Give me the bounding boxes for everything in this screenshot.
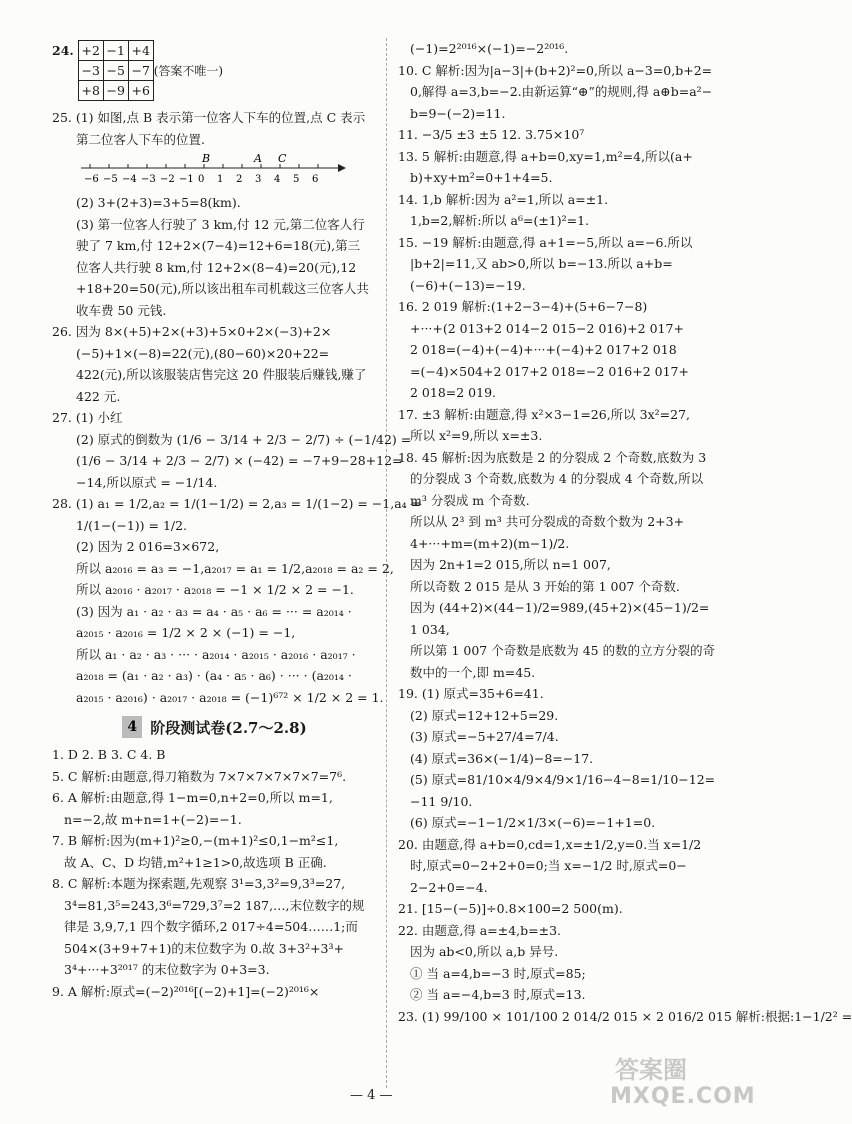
- answer-line: 的分裂成 3 个奇数,底数为 4 的分裂成 4 个奇数,所以: [410, 471, 704, 486]
- section-title: 阶段测试卷(2.7～2.8): [150, 718, 307, 737]
- answer-line: (2) 3+(2+3)=3+5=8(km).: [76, 195, 241, 210]
- answer-line: (2) 原式=12+12+5=29.: [410, 707, 559, 723]
- tick-label: 3: [255, 174, 262, 185]
- grid-cell: +6: [128, 81, 153, 101]
- answer-line: ② 当 a=−4,b=3 时,原式=13.: [410, 987, 586, 1002]
- answer-line: =(−4)×504+2 017+2 018=−2 016+2 017+: [410, 363, 689, 379]
- answer-line: (2) 原式的倒数为 (1/6 − 3/14 + 2/3 − 2/7) ÷ (−1/42) =: [76, 431, 412, 447]
- question-28: [52, 493, 422, 708]
- answer-line: 位客人共行驶 8 km,付 12+2×(8−4)=20(元),12: [76, 259, 357, 275]
- answer-line: a₂₀₁₅ · a₂₀₁₆) · a₂₀₁₇ · a₂₀₁₈ = (−1)⁶⁷² × 1/2 × 2 = 1.: [76, 689, 384, 705]
- answer-line: 2 018=(−4)+(−4)+···+(−4)+2 017+2 018: [410, 342, 677, 357]
- answer-line: 20. 由题意,得 a+b=0,cd=1,x=±1/2,y=0.当 x=1/2: [398, 836, 702, 852]
- right-column: [398, 38, 852, 1027]
- answer-line: 4+···+m=(m+2)(m−1)/2.: [410, 535, 570, 551]
- answer-line: 2 018=2 019.: [410, 385, 497, 400]
- answer-line: 时,原式=0−2+2+0=0;当 x=−1/2 时,原式=0−: [410, 858, 687, 873]
- answer-line: b=9−(−2)=11.: [410, 105, 506, 121]
- grid-cell: +4: [128, 41, 153, 61]
- answer-line: 9. A 解析:原式=(−2)²⁰¹⁶[(−2)+1]=(−2)²⁰¹⁶×: [52, 983, 320, 999]
- answer-line: 18. 45 解析:因为底数是 2 的分裂成 2 个奇数,底数为 3: [398, 449, 707, 465]
- answer-line: (−6)+(−13)=−19.: [410, 277, 526, 293]
- answer-line: 23. (1) 99/100 × 101/100 2 014/2 015 × 2 016/2 015 解析:根据:1−1/2² =: [398, 1008, 852, 1024]
- answer-line: 所以 a₂₀₁₆ · a₂₀₁₇ · a₂₀₁₈ = −1 × 1/2 × 2 = −1.: [76, 582, 354, 597]
- answer-line: |b+2|=11,又 ab>0,所以 b=−13.所以 a+b=: [410, 256, 673, 271]
- answer-line: 19. (1) 原式=35+6=41.: [398, 686, 544, 701]
- answer-line: 驶了 7 km,付 12+2×(7−4)=12+6=18(元),第三: [76, 238, 361, 253]
- number-line: [76, 150, 377, 192]
- answer-line: 10. C 解析:因为|a−3|+(b+2)²=0,所以 a−3=0,b+2=: [398, 62, 713, 78]
- grid-cell: +2: [78, 41, 103, 61]
- point-label-c: C: [278, 152, 287, 165]
- answer-line: 8. C 解析:本题为探索题,先观察 3¹=3,3²=9,3³=27,: [52, 876, 346, 891]
- answer-line: 所以 a₁ · a₂ · a₃ · ··· · a₂₀₁₄ · a₂₀₁₅ · a₂₀₁₆ · a₂₀₁₇ ·: [76, 646, 356, 662]
- question-25: [52, 107, 377, 321]
- watermark-url: MXQE.COM: [610, 1084, 756, 1109]
- answer-line: 3⁴+···+3²⁰¹⁷ 的末位数字为 0+3=3.: [64, 962, 270, 977]
- answer-line: 25. (1) 如图,点 B 表示第一位客人下车的位置,点 C 表示: [52, 110, 366, 125]
- answer-line: 0,解得 a=3,b=−2.由新运算“⊕”的规则,得 a⊕b=a²−: [410, 84, 713, 99]
- question-27: [52, 407, 412, 493]
- answer-line: (1/6 − 3/14 + 2/3 − 2/7) × (−42) = −7+9−28+12=: [76, 453, 403, 468]
- answer-line: ① 当 a=4,b=−3 时,原式=85;: [410, 965, 586, 981]
- answer-line: (3) 原式=−5+27/4=7/4.: [410, 729, 559, 744]
- answer-line: 所以 x²=9,所以 x=±3.: [410, 428, 543, 443]
- answer-line: 1 034,: [410, 621, 450, 637]
- answer-line: 22. 由题意,得 a=±4,b=±3.: [398, 922, 562, 938]
- answer-line: (4) 原式=36×(−1/4)−8=−17.: [410, 750, 594, 766]
- arrow-head-icon: [338, 164, 346, 172]
- answer-line: n=−2,故 m+n=1+(−2)=−1.: [64, 811, 242, 827]
- tick-label: −6: [84, 174, 99, 185]
- answer-line: 所以第 1 007 个奇数是底数为 45 的数的立方分裂的奇: [410, 643, 716, 658]
- tick-label: −5: [103, 174, 118, 185]
- answer-line: 27. (1) 小红: [52, 410, 123, 425]
- answer-line: 1. D 2. B 3. C 4. B: [52, 747, 166, 762]
- answer-line: 422(元),所以该服装店售完这 20 件服装后赚钱,赚了: [76, 367, 367, 382]
- page-number: — 4 —: [350, 1088, 393, 1103]
- answer-line: 14. 1,b 解析:因为 a²=1,所以 a=±1.: [398, 191, 609, 207]
- answer-line: 17. ±3 解析:由题意,得 x²×3−1=26,所以 3x²=27,: [398, 406, 691, 422]
- tick-label: −1: [179, 174, 194, 185]
- answer-line: 28. (1) a₁ = 1/2,a₂ = 1/(1−1/2) = 2,a₃ = 1/(1−2) = −1,a₄ =: [52, 496, 422, 511]
- answer-line: +···+(2 013+2 014−2 015−2 016)+2 017+: [410, 320, 684, 336]
- answer-line: (6) 原式=−1−1/2×1/3×(−6)=−1+1=0.: [410, 815, 656, 830]
- answer-line: 所以奇数 2 015 是从 3 开始的第 1 007 个奇数.: [410, 578, 680, 594]
- tick-label: 1: [217, 174, 224, 185]
- answer-line: 7. B 解析:因为(m+1)²≥0,−(m+1)²≤0,1−m²≤1,: [52, 833, 339, 848]
- answer-line: −14,所以原式 = −1/14.: [76, 474, 218, 490]
- answer-line: 422 元.: [76, 388, 121, 404]
- answer-line: b)+xy+m²=0+1+4=5.: [410, 170, 553, 185]
- answer-line: 21. [15−(−5)]÷0.8×100=2 500(m).: [398, 901, 623, 916]
- tick-label: 0: [198, 174, 205, 185]
- answer-line: a₂₀₁₅ · a₂₀₁₆ = 1/2 × 2 × (−1) = −1,: [76, 625, 296, 640]
- section-header: [52, 716, 377, 738]
- question-24: [52, 40, 377, 101]
- answer-line: 1/(1−(−1)) = 1/2.: [76, 517, 188, 533]
- answer-line: 11. −3/5 ±3 ±5 12. 3.75×10⁷: [398, 127, 585, 142]
- answer-line: (2) 因为 2 016=3×672,: [76, 539, 220, 554]
- grid-cell: −1: [103, 41, 128, 61]
- answer-line: (−1)=2²⁰¹⁶×(−1)=−2²⁰¹⁶.: [410, 41, 569, 56]
- answer-line: (3) 因为 a₁ · a₂ · a₃ = a₄ · a₅ · a₆ = ··· = a₂₀₁₄ ·: [76, 603, 352, 619]
- grid-cell: −7: [128, 61, 153, 81]
- answer-list: [52, 744, 377, 1002]
- answer-line: +18+20=50(元),所以该出租车司机载这三位客人共: [76, 281, 369, 296]
- answer-line: (5) 原式=81/10×4/9×4/9×1/16−4−8=1/10−12=: [410, 772, 716, 787]
- watermark-text: 答案圈: [615, 1056, 687, 1084]
- point-label-b: B: [202, 152, 211, 165]
- answer-line: 26. 因为 8×(+5)+2×(+3)+5×0+2×(−3)+2×: [52, 324, 332, 339]
- point-label-a: A: [254, 152, 262, 165]
- answer-line: 因为 ab<0,所以 a,b 异号.: [410, 944, 559, 959]
- answer-line: 13. 5 解析:由题意,得 a+b=0,xy=1,m²=4,所以(a+: [398, 148, 693, 164]
- answer-line: 1,b=2,解析:所以 a⁶=(±1)²=1.: [410, 213, 590, 228]
- magic-square-grid: [78, 40, 154, 101]
- answer-line: 因为 2n+1=2 015,所以 n=1 007,: [410, 557, 611, 572]
- answer-line: 2−2+0=−4.: [410, 879, 488, 895]
- question-26: [52, 321, 377, 407]
- answer-line: 504×(3+9+7+1)的末位数字为 0.故 3+3²+3³+: [64, 940, 344, 956]
- answer-line: 15. −19 解析:由题意,得 a+1=−5,所以 a=−6.所以: [398, 234, 693, 250]
- number-line-svg: [76, 150, 346, 192]
- answer-note: (答案不唯一): [153, 64, 224, 78]
- answer-line: 所以 a₂₀₁₆ = a₃ = −1,a₂₀₁₇ = a₁ = 1/2,a₂₀₁₈ = a₂ = 2,: [76, 560, 394, 576]
- answer-line: 收车费 50 元钱.: [76, 302, 167, 318]
- tick-label: 4: [274, 174, 281, 185]
- answer-line: 所以从 2³ 到 m³ 共可分裂成的奇数个数为 2+3+: [410, 514, 685, 529]
- watermark-logo: [605, 1050, 756, 1120]
- answer-line: 故 A、C、D 均错,m²+1≥1>0,故选项 B 正确.: [64, 854, 327, 870]
- answer-line: m³ 分裂成 m 个奇数.: [410, 492, 530, 508]
- grid-cell: +8: [78, 81, 103, 101]
- answer-line: −11 9/10.: [410, 793, 473, 809]
- answer-line: a₂₀₁₈ = (a₁ · a₂ · a₃) · (a₄ · a₅ · a₆) · ··· · (a₂₀₁₄ ·: [76, 668, 352, 683]
- grid-cell: −3: [78, 61, 103, 81]
- tick-label: 6: [312, 174, 319, 185]
- answer-line: 数中的一个,即 m=45.: [410, 664, 536, 680]
- answer-line: 6. A 解析:由题意,得 1−m=0,n+2=0,所以 m=1,: [52, 790, 333, 805]
- grid-cell: −5: [103, 61, 128, 81]
- answer-line: 5. C 解析:由题意,得刀箱数为 7×7×7×7×7×7=7⁶.: [52, 768, 347, 784]
- tick-label: −2: [160, 174, 175, 185]
- answer-line: 因为 (44+2)×(44−1)/2=989,(45+2)×(45−1)/2=: [410, 600, 710, 615]
- answer-line: 3⁴=81,3⁵=243,3⁶=729,3⁷=2 187,…,末位数字的规: [64, 897, 365, 913]
- answer-line: (−5)+1×(−8)=22(元),(80−60)×20+22=: [76, 345, 330, 361]
- grid-cell: −9: [103, 81, 128, 101]
- tick-label: 5: [293, 174, 300, 185]
- tick-label: −3: [141, 174, 156, 185]
- answer-line: (3) 第一位客人行驶了 3 km,付 12 元,第二位客人行: [76, 216, 365, 232]
- left-column: [52, 40, 422, 1002]
- question-number: 24.: [52, 43, 74, 58]
- answer-line: 律是 3,9,7,1 四个数字循环,2 017÷4=504……1;而: [64, 919, 358, 934]
- answer-line: 16. 2 019 解析:(1+2−3−4)+(5+6−7−8): [398, 299, 648, 314]
- tick-label: −4: [122, 174, 137, 185]
- tick-label: 2: [236, 174, 243, 185]
- section-badge: 4: [122, 716, 142, 738]
- answer-line: 第二位客人下车的位置.: [76, 131, 205, 147]
